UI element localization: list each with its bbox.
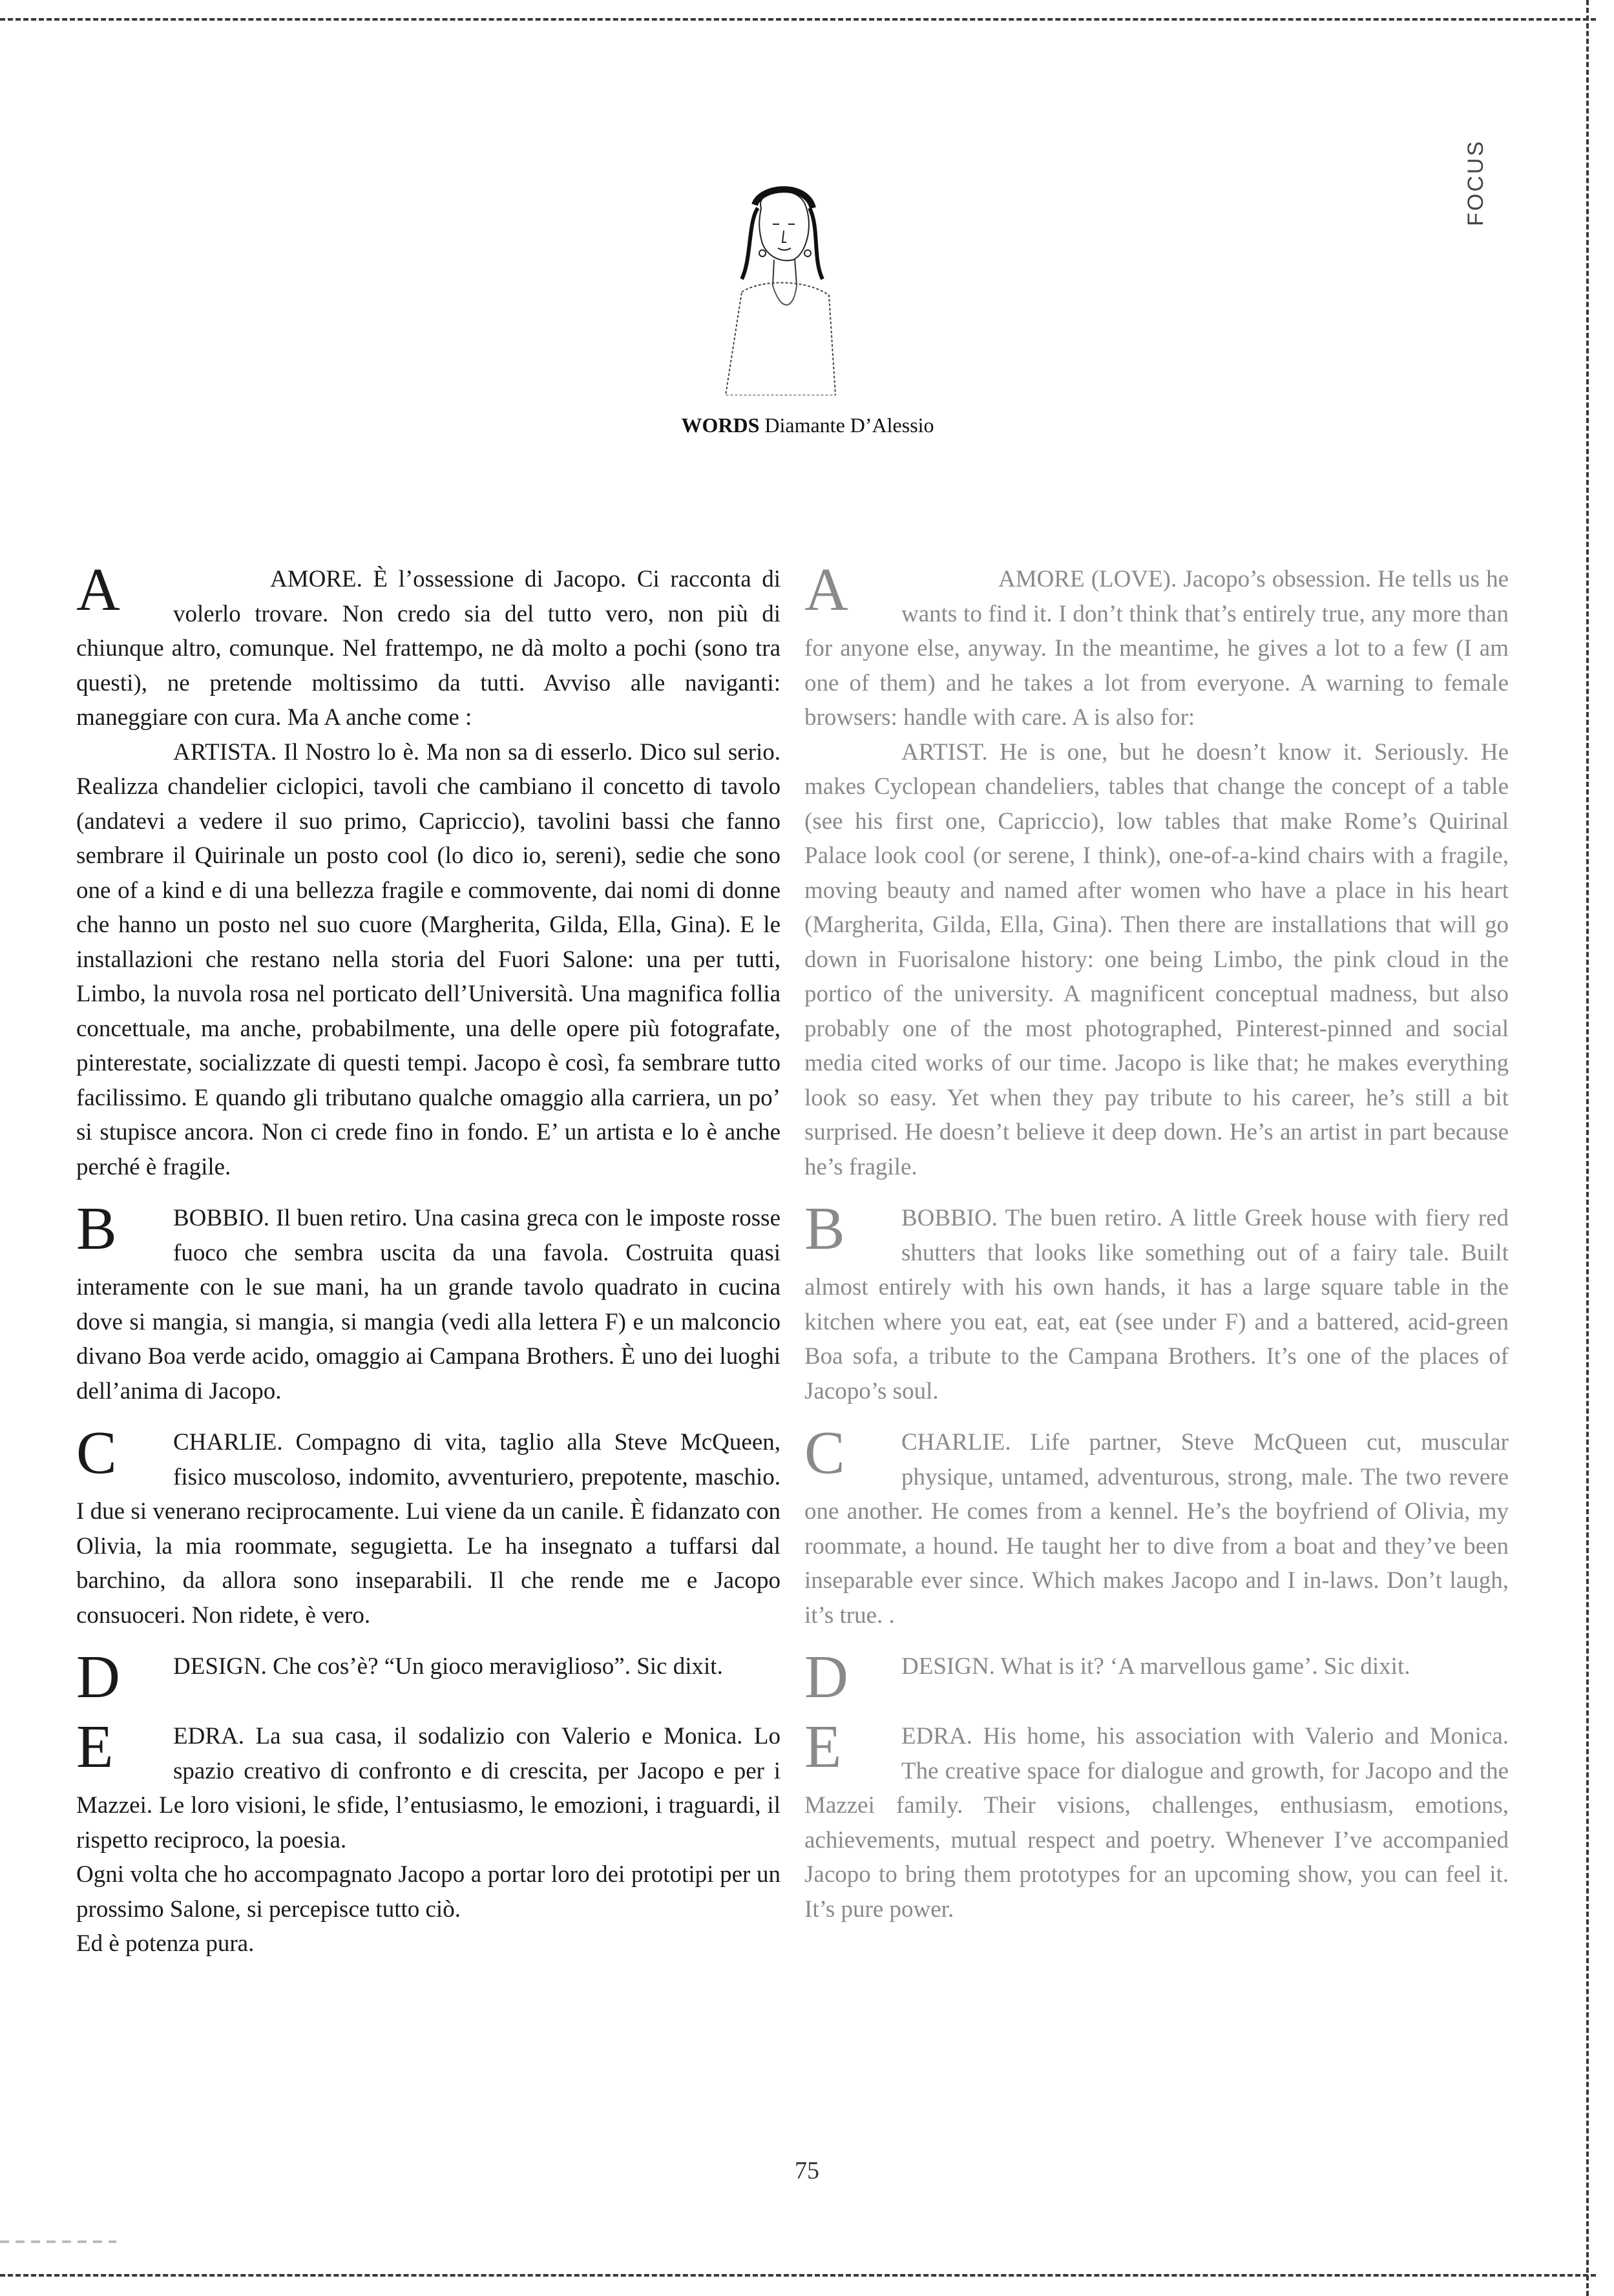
entry-paragraph: EDRA. La sua casa, il sodalizio con Valerio e Monica. Lo spazio creativo di confronto e di crescita, per Jacopo e per i Mazzei. Le loro visioni, le sfide, l’entusiasmo, le emozioni, i traguardi, il rispetto reciproco, la poesia. <box>76 1723 781 1853</box>
entry-paragraph: DESIGN. What is it? ‘A marvellous game’. Sic dixit. <box>901 1653 1410 1680</box>
entry-paragraph: AMORE (LOVE). Jacopo’s obsession. He tells us he wants to find it. I don’t think that’s entirely true, any more than for anyone else, anyway. In the meantime, he gives a lot to a few (I am one of them) and he takes a lot from everyone. A warning to female browsers: handle with care. A is also for: <box>804 566 1509 731</box>
dashed-border-bottom <box>0 2274 1596 2277</box>
drop-letter: D <box>804 1644 848 1711</box>
entry-c-en <box>804 1419 1509 1633</box>
entry-c-it <box>76 1419 781 1633</box>
drop-letter: E <box>76 1713 114 1780</box>
entry-paragraph: ARTISTA. Il Nostro lo è. Ma non sa di esserlo. Dico sul serio. Realizza chandelier ciclopici, tavoli che cambiano il concetto di tavolo (andatevi a vedere il suo primo, Capriccio), tavolini bassi che fanno sembrare il Quirinale un posto cool (lo dico io, sereni), sedie che sono one of a kind e di una bellezza fragile e commovente, dai nomi di donne che hanno un posto nel suo cuore (Margherita, Gilda, Ella, Gina). E le installazioni che restano nella storia del Fuori Salone: una per tutti, Limbo, la nuvola rosa nel porticato dell’Università. Una magnifica follia concettuale, ma anche, probabilmente, una delle opere più fotografate, pinterestate, socializzate di questi tempi. Jacopo è così, fa sembrare tutto facilissimo. E quando gli tributano qualche omaggio alla carriera, un po’ si stupisce ancora. Non ci crede fino in fondo. E’ un artista e lo è anche perché è fragile. <box>76 738 781 1180</box>
drop-letter: A <box>76 556 120 623</box>
entry-a-en <box>804 556 1509 1184</box>
entry-a-it <box>76 556 781 1184</box>
entry-e-en <box>804 1713 1509 1926</box>
dashed-border-top <box>0 18 1596 21</box>
entry-paragraph: BOBBIO. The buen retiro. A little Greek house with fiery red shutters that looks like something out of a fairy tale. Built almost entirely with his own hands, it has a large square table in the kitchen where you eat, eat, eat (see under F) and a battered, acid-green Boa sofa, a tribute to the Campana Brothers. It’s one of the places of Jacopo’s soul. <box>804 1205 1509 1404</box>
english-column <box>804 556 1509 1943</box>
drop-letter: D <box>76 1644 120 1711</box>
drop-letter: B <box>804 1195 845 1262</box>
entry-paragraph: Ogni volta che ho accompagnato Jacopo a portar loro dei prototipi per un prossimo Salone, si percepisce tutto ciò. <box>76 1861 781 1923</box>
page-number: 75 <box>795 2157 819 2184</box>
portrait-illustration <box>716 182 839 395</box>
entry-d-en <box>804 1644 1509 1711</box>
byline <box>582 413 1034 437</box>
section-label: FOCUS <box>1463 140 1488 226</box>
crop-mark-decoration <box>0 2229 116 2255</box>
entry-paragraph: EDRA. His home, his association with Valerio and Monica. The creative space for dialogue and growth, for Jacopo and the Mazzei family. Their visions, challenges, enthusiasm, emotions, achievements, mutual respect and poetry. Whenever I’ve accompanied Jacopo to bring them prototypes for an upcoming show, you can feel it. It’s pure power. <box>804 1723 1509 1923</box>
dashed-border-right <box>1586 0 1589 2296</box>
entry-paragraph: ARTIST. He is one, but he doesn’t know it. Seriously. He makes Cyclopean chandeliers, tables that change the concept of a table (see his first one, Capriccio), low tables that make Rome’s Quirinal Palace look cool (or serene, I think), one-of-a-kind chairs with a fragile, moving beauty and named after women who have a place in his heart (Margherita, Gilda, Ella, Gina). Then there are installations that will go down in Fuorisalone history: one being Limbo, the pink cloud in the portico of the university. A magnificent conceptual madness, but also probably one of the most photographed, Pinterest-pinned and social media cited works of our time. Jacopo is like that; he makes everything look so easy. Yet when they pay tribute to his career, he’s still a bit surprised. He doesn’t believe it deep down. He’s an artist in part because he’s fragile. <box>804 738 1509 1180</box>
entry-d-it <box>76 1644 781 1711</box>
entry-b-en <box>804 1195 1509 1408</box>
entry-paragraph: Ed è potenza pura. <box>76 1930 255 1957</box>
entry-paragraph: DESIGN. Che cos’è? “Un gioco meraviglioso”. Sic dixit. <box>173 1653 723 1680</box>
entry-paragraph: CHARLIE. Compagno di vita, taglio alla Steve McQueen, fisico muscoloso, indomito, avventuriero, prepotente, maschio. I due si venerano reciprocamente. Lui viene da un canile. È fidanzato con Olivia, la mia roommate, segugietta. Le ha insegnato a tuffarsi dal barchino, da allora sono inseparabili. Il che rende me e Jacopo consuoceri. Non ridete, è vero. <box>76 1429 781 1629</box>
entry-paragraph: CHARLIE. Life partner, Steve McQueen cut, muscular physique, untamed, adventurous, strong, male. The two revere one another. He comes from a kennel. He’s the boyfriend of Olivia, my roommate, a hound. He taught her to dive from a boat and they’ve been inseparable ever since. Which makes Jacopo and I in-laws. Don’t laugh, it’s true. . <box>804 1429 1509 1629</box>
byline-label: WORDS <box>681 413 760 437</box>
drop-letter: C <box>804 1419 845 1487</box>
drop-letter: E <box>804 1713 842 1780</box>
entry-e-it <box>76 1713 781 1961</box>
italian-column <box>76 556 781 1978</box>
entry-paragraph: AMORE. È l’ossessione di Jacopo. Ci racconta di volerlo trovare. Non credo sia del tutto vero, non più di chiunque altro, comunque. Nel frattempo, ne dà molto a pochi (sono tra questi), ne pretende moltissimo da tutti. Avviso alle naviganti: maneggiare con cura. Ma A anche come : <box>76 566 781 731</box>
drop-letter: A <box>804 556 848 623</box>
drop-letter: C <box>76 1419 117 1487</box>
entry-paragraph: BOBBIO. Il buen retiro. Una casina greca con le imposte rosse fuoco che sembra uscita da una favola. Costruita quasi interamente con le sue mani, ha un grande tavolo quadrato in cucina dove si mangia, si mangia, si mangia (vedi alla lettera F) e un malconcio divano Boa verde acido, omaggio ai Campana Brothers. È uno dei luoghi dell’anima di Jacopo. <box>76 1205 781 1404</box>
byline-author: Diamante D’Alessio <box>764 413 934 437</box>
entry-b-it <box>76 1195 781 1408</box>
drop-letter: B <box>76 1195 117 1262</box>
